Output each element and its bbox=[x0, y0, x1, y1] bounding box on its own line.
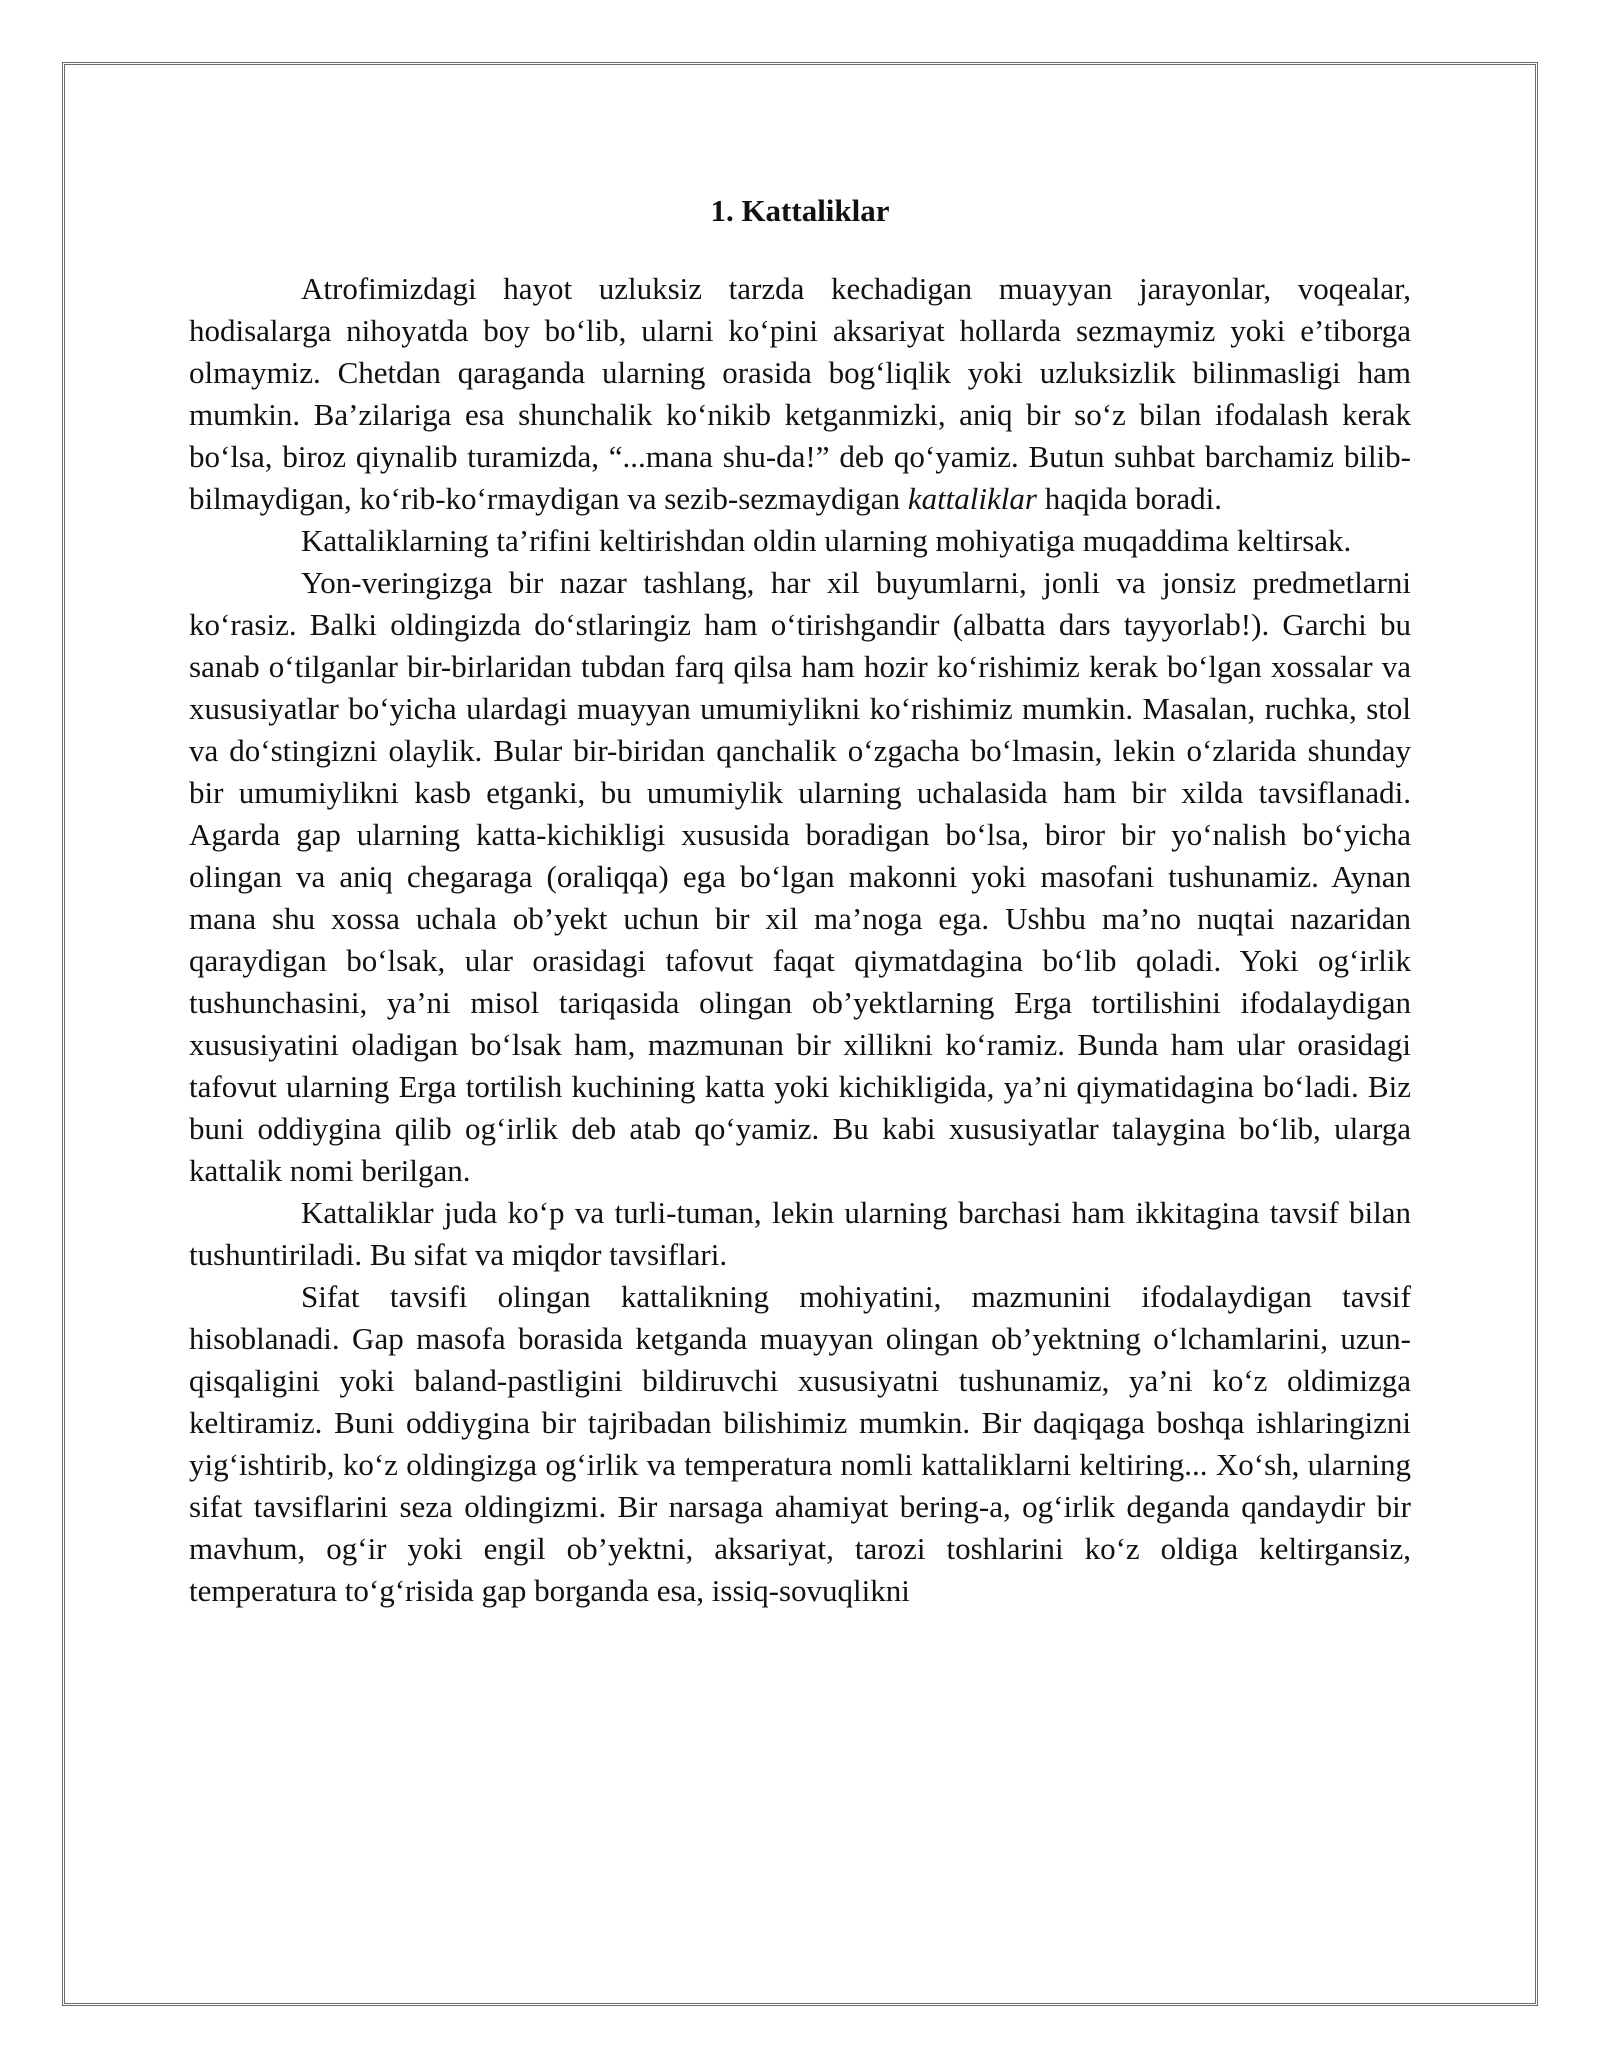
paragraph-definition-lead: Kattaliklarning ta’rifini keltirishdan oldin ularning mohiyatiga muqaddima keltirsak. bbox=[301, 523, 1352, 558]
italic-term: kattaliklar bbox=[907, 481, 1037, 516]
paragraph-intro-tail: haqida boradi. bbox=[1044, 481, 1223, 516]
document-body bbox=[189, 188, 1411, 1612]
paragraph-intro-text: Atrofimizdagi hayot uzluksiz tarzda kechadigan muayyan jarayonlar, voqealar, hodisalarga nihoyatda boy bo‘lib, ularni ko‘pini aksariyat hollarda sezmaymiz yoki e’tiborga olmaymiz. Chetdan qaraganda ularning orasida bog‘liqlik yoki uzluksizlik bilinmasligi ham mumkin. Ba’zilariga esa shunchalik ko‘nikib ketganmizki, aniq bir so‘z bilan ifodalash kerak bo‘lsa, biroz qiynalib turamizda, “...mana shu-da!” deb qo‘yamiz. Butun suhbat barchamiz bilib-bilmaydigan, ko‘rib-ko‘rmaydigan va sezib-sezmaydigan bbox=[189, 271, 1411, 516]
paragraph-examples: Yon-veringizga bir nazar tashlang, har xil buyumlarni, jonli va jonsiz predmetlarni ko‘rasiz. Balki oldingizda do‘stlaringiz ham o‘tirishgandir (albatta dars tayyorlab!). Garchi bu sanab o‘tilganlar bir-birlaridan tubdan farq qilsa ham hozir ko‘rishimiz kerak bo‘lgan xossalar va xususiyatlar bo‘yicha ulardagi muayyan umumiylikni ko‘rishimiz mumkin. Masalan, ruchka, stol va do‘stingizni olaylik. Bular bir-biridan qanchalik o‘zgacha bo‘lmasin, lekin o‘zlarida shunday bir umumiylikni kasb etganki, bu umumiylik ularning uchalasida ham bir xilda tavsiflanadi. Agarda gap ularning katta-kichikligi xususida boradigan bo‘lsa, biror bir yo‘nalish bo‘yicha olingan va aniq chegaraga (oraliqqa) ega bo‘lgan makonni yoki masofani tushunamiz. Aynan mana shu xossa uchala ob’yekt uchun bir xil ma’noga ega. Ushbu ma’no nuqtai nazaridan qaraydigan bo‘lsak, ular orasidagi tafovut faqat qiymatdagina bo‘lib qoladi. Yoki og‘irlik tushunchasini, ya’ni misol tariqasida olingan ob’yektlarning Erga tortilishini ifodalaydigan xususiyatini oladigan bo‘lsak ham, mazmunan bir xillikni ko‘ramiz. Bunda ham ular orasidagi tafovut ularning Erga tortilish kuchining katta yoki kichikligida, ya’ni qiymatidagina bo‘ladi. Biz buni oddiygina qilib og‘irlik deb atab qo‘yamiz. Bu kabi xususiyatlar talaygina bo‘lib, ularga kattalik nomi berilgan. bbox=[189, 565, 1411, 1188]
section-title: 1. Kattaliklar bbox=[710, 193, 890, 228]
paragraph-intro bbox=[189, 268, 1411, 520]
paragraph-two-descriptions: Kattaliklar juda ko‘p va turli-tuman, lekin ularning barchasi ham ikkitagina tavsif bilan tushuntiriladi. Bu sifat va miqdor tavsiflari. bbox=[189, 1195, 1411, 1272]
paragraph-quality-description: Sifat tavsifi olingan kattalikning mohiyatini, mazmunini ifodalaydigan tavsif hisoblanadi. Gap masofa borasida ketganda muayyan olingan ob’yektning o‘lchamlarini, uzun-qisqaligini yoki baland-pastligini bildiruvchi xususiyatni tushunamiz, ya’ni ko‘z oldimizga keltiramiz. Buni oddiygina bir tajribadan bilishimiz mumkin. Bir daqiqaga boshqa ishlaringizni yig‘ishtirib, ko‘z oldingizga og‘irlik va temperatura nomli kattaliklarni keltiring... Xo‘sh, ularning sifat tavsiflarini seza oldingizmi. Bir narsaga ahamiyat bering-a, og‘irlik deganda qandaydir bir mavhum, og‘ir yoki engil ob’yektni, aksariyat, tarozi toshlarini ko‘z oldiga keltirgansiz, temperatura to‘g‘risida gap borganda esa, issiq-sovuqlikni bbox=[189, 1279, 1411, 1608]
